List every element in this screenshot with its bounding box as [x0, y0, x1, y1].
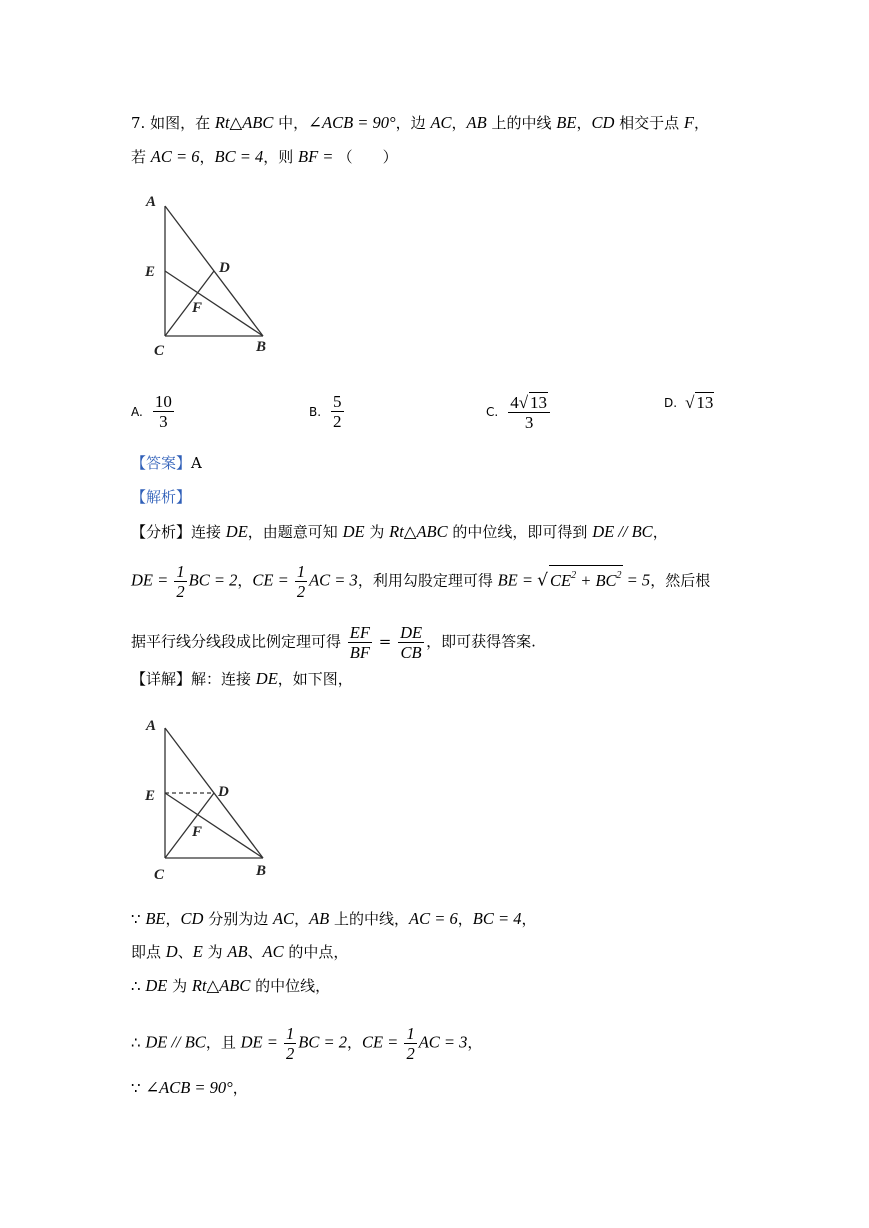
analysis-line: [131, 486, 191, 508]
median-be: [165, 271, 263, 336]
label-a: A: [146, 718, 157, 734]
triangle-figure-2: [140, 712, 280, 887]
option-b: B. $\frac{5}{2}$: [309, 392, 342, 431]
fenxi-line-3: 据平行线分线段成比例定理可得 $\frac{EF}{BF}$ = $\frac{DE}{CB}$ ，即可获得答案.: [131, 623, 536, 662]
option-a: A. $\frac{10}{3}$: [131, 392, 172, 431]
label-e: E: [145, 264, 156, 280]
sqrt-icon: √: [685, 393, 695, 412]
answer-tag: 【答案】: [131, 454, 192, 472]
option-a-fraction: $\frac{10}{3}$: [154, 392, 172, 431]
label-b: B: [256, 339, 267, 355]
median-cd: [165, 271, 214, 336]
fenxi-tag: 【分析】: [131, 523, 192, 541]
question-line-1: 7. 如图，在 Rt△ABC 中，∠ACB = 90°，边 AC，AB 上的中线 BE，CD 相交于点 F，: [131, 113, 710, 132]
triangle-figure-1: [140, 190, 280, 365]
step-line-1: ∵ BE，CD 分别为边 AC，AB 上的中线，AC = 6，BC = 4，: [131, 909, 537, 928]
median-cd: [165, 793, 214, 858]
sqrt-icon: √: [518, 393, 529, 412]
question-number: 7.: [131, 114, 146, 132]
option-d: D. √ 13: [664, 393, 714, 412]
option-b-fraction: $\frac{5}{2}$: [333, 392, 342, 431]
fenxi-line-2: DE = $\frac{1}{2}$ BC = 2，CE = $\frac{1}{2}$ AC = 3，利用勾股定理可得 BE = √ $CE^2 + BC^2 = 5$，然后根: [131, 562, 711, 601]
label-e: E: [145, 788, 156, 804]
step-line-2: 即点 D、E 为 AB、AC 的中点，: [131, 942, 349, 961]
answer-value: A: [191, 454, 202, 472]
step-line-4: ∴ DE // BC，且 DE = $\frac{1}{2}$ BC = 2，CE = $\frac{1}{2}$ AC = 3，: [131, 1024, 483, 1063]
label-c: C: [154, 343, 165, 359]
step-line-5: ∵ ∠ACB = 90°，: [131, 1078, 248, 1097]
option-c: C. $\frac{4√ 13}{3}$: [486, 392, 552, 432]
label-f: F: [192, 300, 203, 316]
step-line-3: ∴ DE 为 Rt△ABC 的中位线，: [131, 976, 331, 995]
median-be: [165, 793, 263, 858]
label-d: D: [218, 784, 229, 800]
label-a: A: [146, 194, 157, 210]
label-f: F: [192, 824, 203, 840]
label-c: C: [154, 867, 165, 883]
label-b: B: [256, 863, 267, 879]
option-d-value: √ 13: [685, 393, 714, 412]
option-c-fraction: $\frac{4√ 13}{3}$: [508, 392, 550, 432]
fenxi-line-1: 【分析】连接 DE，由题意可知 DE 为 Rt△ABC 的中位线，即可得到 DE // BC，: [131, 522, 668, 541]
question-line-2: 若 AC = 6，BC = 4，则 BF = （ ）: [131, 147, 398, 166]
label-d: D: [219, 260, 230, 276]
sqrt-icon: √: [537, 570, 548, 591]
xiangjie-line: 【详解】解：连接 DE，如下图，: [131, 669, 353, 688]
analysis-tag: 【解析】: [131, 488, 192, 506]
xiangjie-tag: 【详解】: [131, 670, 192, 688]
answer-line: [131, 452, 202, 474]
